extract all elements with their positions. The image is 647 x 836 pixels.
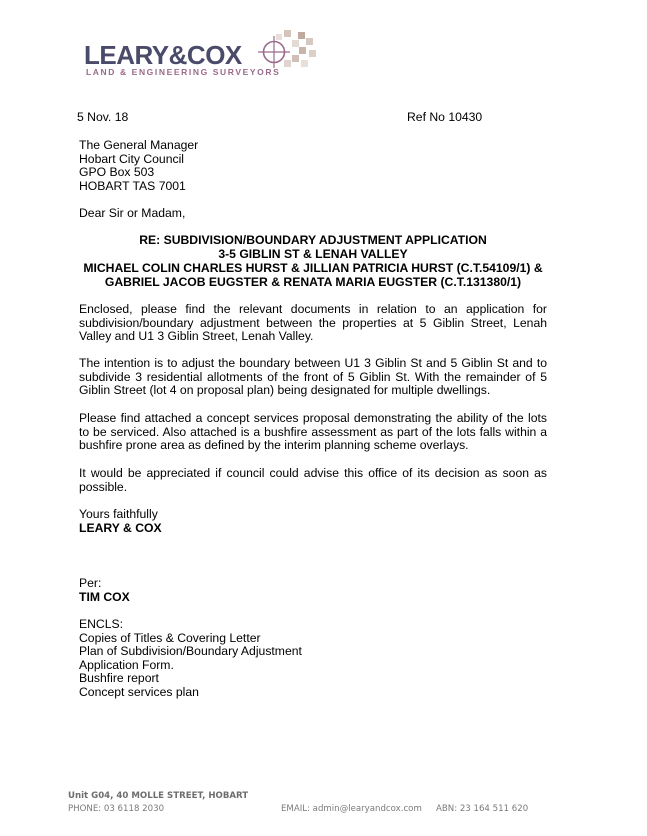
recipient-line: HOBART TAS 7001 [79, 178, 186, 193]
per-label: Per: [79, 576, 102, 590]
valediction: Yours faithfully [79, 507, 158, 521]
signatory-name: TIM COX [79, 590, 130, 604]
crosshair-tile-logo-icon [254, 30, 326, 76]
enclosure-item: Plan of Subdivision/Boundary Adjustment [79, 644, 302, 659]
enclosures-list [79, 618, 302, 700]
logo-tagline: LAND & ENGINEERING SURVEYORS [86, 67, 281, 77]
enclosure-item: Application Form. [79, 657, 174, 672]
body-paragraph: The intention is to adjust the boundary between U1 3 Giblin St and 5 Giblin St and to subdivide 3 residential allotments of the front of 5 Giblin St. With the remainder of 5 Giblin Street (lot 4 on proposal plan) being designated for multiple dwellings. [79, 356, 547, 398]
recipient-line: GPO Box 503 [79, 165, 155, 180]
body-paragraph: Please find attached a concept services proposal demonstrating the ability of the lots to be serviced. Also attached is a bushfire assessment as part of the lots falls within a bushfire prone area as defined by the interim planning scheme overlays. [79, 411, 547, 453]
logo-wordmark: LEARY&COX [84, 40, 242, 70]
footer-address: Unit G04, 40 MOLLE STREET, HOBART [68, 791, 249, 801]
footer-abn: ABN: 23 164 511 620 [436, 804, 529, 814]
recipient-address [79, 139, 198, 193]
signing-company: LEARY & COX [79, 521, 162, 535]
reference-number: Ref No 10430 [407, 110, 483, 124]
letter-date: 5 Nov. 18 [77, 110, 129, 124]
subject-line: RE: SUBDIVISION/BOUNDARY ADJUSTMENT APPLICATION [139, 233, 487, 247]
subject-line: GABRIEL JACOB EUGSTER & RENATA MARIA EUGSTER (C.T.131380/1) [104, 275, 522, 289]
recipient-line: The General Manager [79, 138, 199, 152]
enclosures-heading: ENCLS: [79, 617, 124, 631]
subject-line: MICHAEL COLIN CHARLES HURST & JILLIAN PATRICIA HURST (C.T.54109/1) & [83, 261, 543, 275]
subject-line: 3-5 GIBLIN ST & LENAH VALLEY [218, 247, 408, 261]
footer-phone: PHONE: 03 6118 2030 [68, 804, 165, 814]
body-paragraph: It would be appreciated if council could advise this office of its decision as soon as possible. [79, 466, 547, 494]
enclosure-item: Bushfire report [79, 671, 159, 686]
recipient-line: Hobart City Council [79, 151, 184, 166]
enclosure-item: Concept services plan [79, 684, 199, 699]
footer-email: EMAIL: admin@learyandcox.com [281, 804, 422, 814]
body-paragraph: Enclosed, please find the relevant documents in relation to an application for subdivision/boundary adjustment between the properties at 5 Giblin Street, Lenah Valley and U1 3 Giblin Street, Lenah Valley. [79, 302, 547, 344]
salutation: Dear Sir or Madam, [79, 206, 186, 220]
company-logo [84, 28, 324, 78]
enclosure-item: Copies of Titles & Covering Letter [79, 630, 261, 645]
